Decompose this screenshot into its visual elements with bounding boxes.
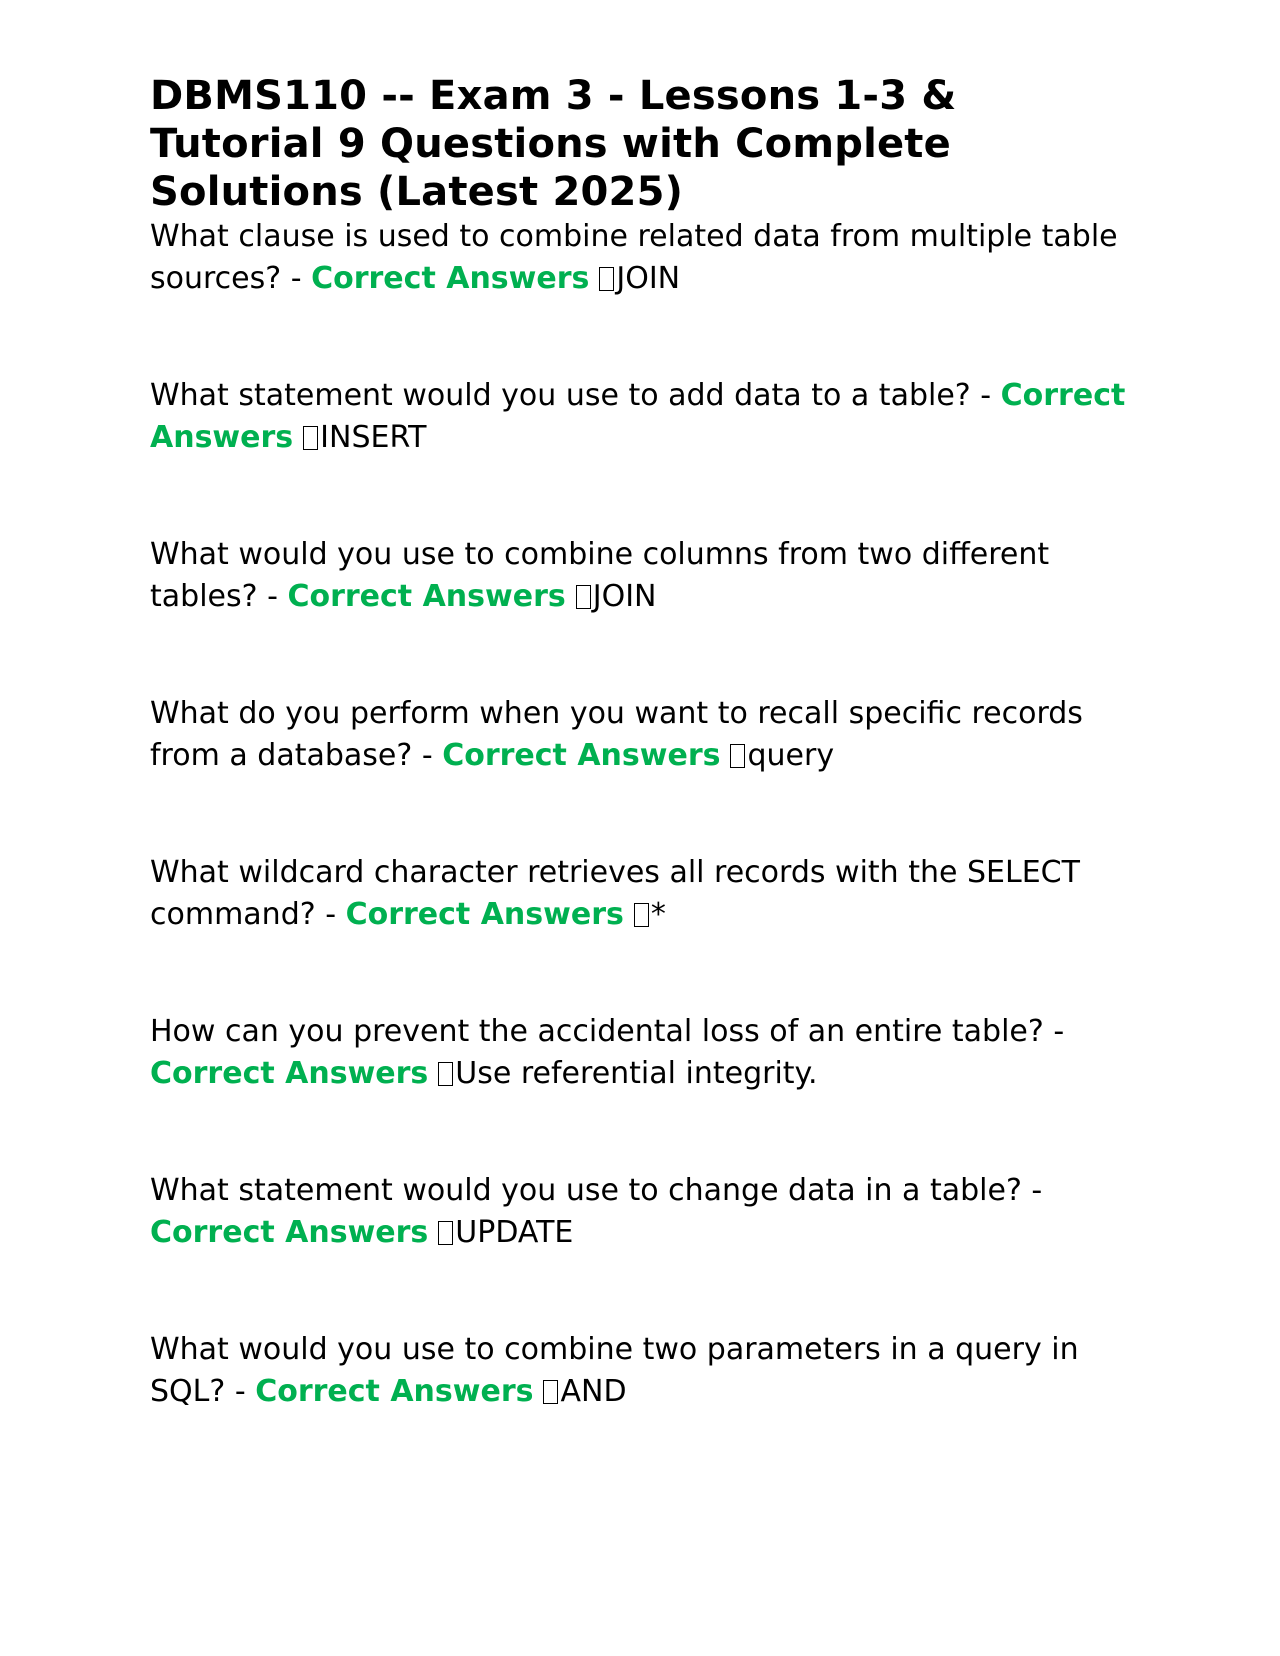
missing-glyph-icon (303, 426, 318, 450)
question-text: What statement would you use to add data to a table? (150, 378, 971, 413)
answer-text: AND (560, 1374, 627, 1409)
separator: - (412, 738, 443, 773)
missing-glyph-icon (438, 1221, 453, 1245)
answer-text: * (650, 897, 666, 932)
question-text: What do you perform when you want to recall specific records from a database? (150, 696, 1083, 773)
correct-answers-label: Correct Answers (311, 261, 590, 296)
correct-answers-label: Correct Answers (442, 738, 721, 773)
missing-glyph-icon (730, 744, 745, 768)
separator: - (1021, 1173, 1043, 1208)
separator: - (1043, 1014, 1065, 1049)
document-page (150, 72, 1140, 1488)
separator: - (315, 897, 346, 932)
qa-item (150, 1329, 1140, 1413)
separator: - (257, 579, 288, 614)
qa-item (150, 1011, 1140, 1095)
question-text: What would you use to combine columns from two different tables? (150, 537, 1050, 614)
answer-text: JOIN (616, 261, 681, 296)
correct-answers-label: Correct Answers (150, 1215, 429, 1250)
correct-answers-label: Correct Answers (150, 1056, 429, 1091)
missing-glyph-icon (634, 903, 649, 927)
question-text: What would you use to combine two parameters in a query in SQL? (150, 1332, 1079, 1409)
correct-answers-label: Correct Answers (345, 897, 624, 932)
answer-text: query (747, 738, 835, 773)
separator: - (281, 261, 312, 296)
qa-item (150, 216, 1140, 300)
separator: - (970, 378, 1001, 413)
qa-item (150, 375, 1140, 459)
qa-item (150, 1170, 1140, 1254)
question-text: What wildcard character retrieves all records with the SELECT command? (150, 855, 1080, 932)
document-title: DBMS110 -- Exam 3 - Lessons 1-3 & Tutorial 9 Questions with Complete Solutions (Latest 2025) (150, 73, 957, 215)
qa-list (150, 216, 1140, 1413)
question-text: What clause is used to combine related data from multiple table sources? (150, 219, 1118, 296)
correct-answers-label: Correct Answers (255, 1374, 534, 1409)
qa-item (150, 534, 1140, 618)
answer-text: Use referential integrity. (455, 1056, 818, 1091)
missing-glyph-icon (438, 1062, 453, 1086)
missing-glyph-icon (576, 585, 591, 609)
question-text: How can you prevent the accidental loss of an entire table? (150, 1014, 1044, 1049)
correct-answers-label: Correct Answers (287, 579, 566, 614)
question-text: What statement would you use to change data in a table? (150, 1173, 1022, 1208)
missing-glyph-icon (599, 267, 614, 291)
answer-text: UPDATE (455, 1215, 574, 1250)
answer-text: JOIN (592, 579, 657, 614)
qa-item (150, 852, 1140, 936)
qa-item (150, 693, 1140, 777)
separator: - (225, 1374, 256, 1409)
missing-glyph-icon (543, 1380, 558, 1404)
correct-answers-label: Correct Answers (150, 378, 1126, 455)
answer-text: INSERT (320, 420, 427, 455)
